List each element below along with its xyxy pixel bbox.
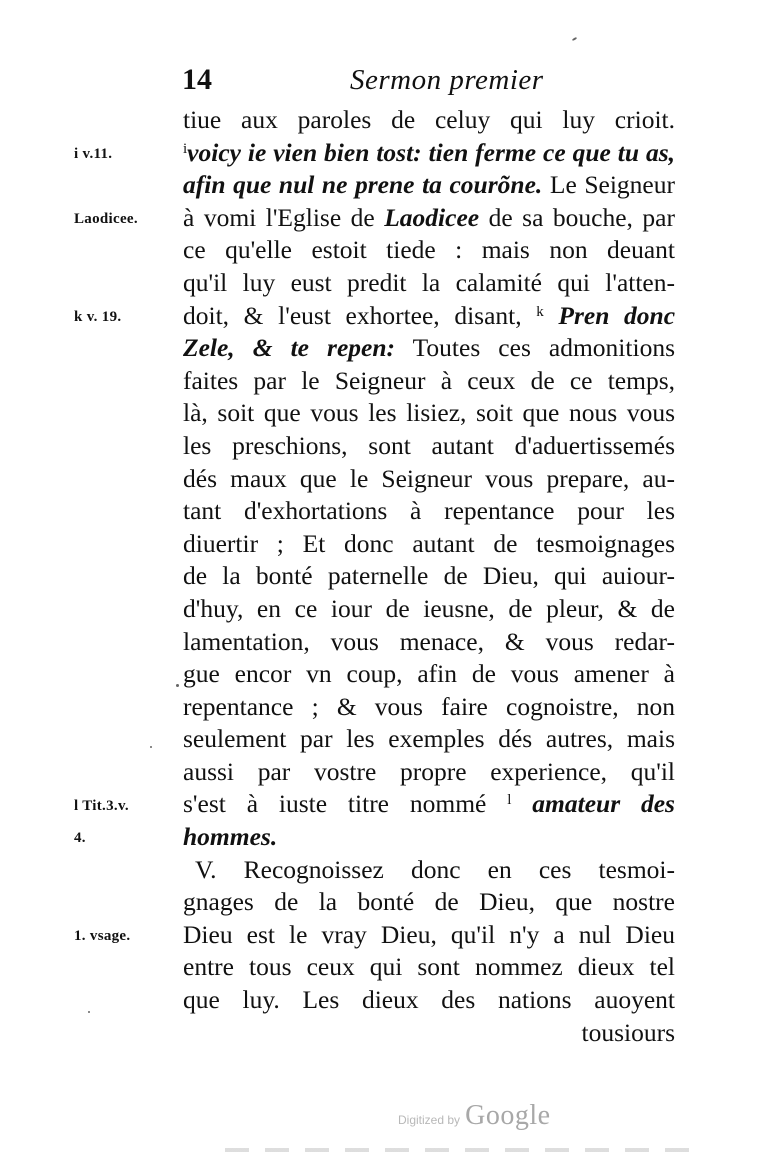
text-run: de la bonté paternelle de Dieu, qui auiour- <box>183 561 675 591</box>
watermark-prefix: Digitized by <box>398 1113 461 1127</box>
text-run: seulement par les exemples dés autres, mais <box>183 724 675 754</box>
text-line <box>183 300 675 333</box>
text-run: dés maux que le Seigneur vous prepare, au- <box>183 463 675 493</box>
margin-note: k v. 19. <box>74 308 122 325</box>
running-head: Sermon premier <box>350 64 544 96</box>
google-digitized-watermark <box>398 1098 551 1134</box>
italic-text: hommes. <box>183 822 278 852</box>
italic-text: voicy ie vien bien tost: tien ferme ce que tu as, <box>187 137 675 167</box>
text-run: qu'il luy eust predit la calamité qui l'atten- <box>183 267 675 297</box>
text-line <box>183 495 675 528</box>
text-line <box>183 463 675 496</box>
margin-note: 4. <box>74 830 86 847</box>
page-header <box>180 60 680 100</box>
text-line <box>183 691 675 724</box>
text-line <box>183 267 675 300</box>
text-run: de sa bouche, par <box>479 202 675 232</box>
text-run: tousiours <box>581 1017 675 1047</box>
text-line <box>183 104 675 137</box>
text-line <box>183 626 675 659</box>
text-line <box>183 886 675 919</box>
text-line <box>183 528 675 561</box>
text-run: Dieu est le vray Dieu, qu'il n'y a nul Dieu <box>183 919 675 949</box>
italic-text: afin que nul ne prene ta courõne. <box>183 170 543 200</box>
text-run: aussi par vostre propre experience, qu'il <box>183 756 675 786</box>
text-run: gnages de la bonté de Dieu, que nostre <box>183 887 675 917</box>
margin-note: Laodicee. <box>74 210 138 227</box>
text-run: entre tous ceux qui sont nommez dieux tel <box>183 952 675 982</box>
sermon-text-block <box>183 104 675 1049</box>
text-run: que luy. Les dieux des nations auoyent <box>183 985 675 1015</box>
text-line <box>183 919 675 952</box>
text-line <box>183 756 675 789</box>
italic-text: Laodicee <box>384 202 480 232</box>
margin-note: i v.11. <box>74 145 113 162</box>
margin-note: 1. vsage. <box>74 928 131 944</box>
text-line <box>183 169 675 202</box>
text-run: là, soit que vous les lisiez, soit que nous vous <box>183 398 675 428</box>
text-line <box>183 658 675 691</box>
text-run: d'huy, en ce iour de ieusne, de pleur, & de <box>183 593 675 623</box>
page-speck <box>176 684 179 687</box>
text-run: tant d'exhortations à repentance pour les <box>183 496 675 526</box>
italic-text: Zele, & te repen: <box>183 333 396 363</box>
text-run: tiue aux paroles de celuy qui luy crioit. <box>183 105 675 134</box>
text-line <box>183 430 675 463</box>
text-line <box>183 951 675 984</box>
text-line <box>183 397 675 430</box>
google-logo: Google <box>465 1100 551 1131</box>
scan-edge <box>225 1148 695 1152</box>
margin-note: l Tit.3.v. <box>74 797 129 814</box>
text-run: lamentation, vous menace, & vous redar- <box>183 626 675 656</box>
text-line <box>183 1017 675 1050</box>
text-line <box>183 854 675 887</box>
page-speck <box>150 746 152 748</box>
text-line <box>183 234 675 267</box>
text-run: les preschions, sont autant d'aduertissemés <box>183 430 675 460</box>
text-run: diuertir ; Et donc autant de tesmoignages <box>183 528 675 558</box>
text-run: repentance ; & vous faire cognoistre, non <box>183 691 675 721</box>
text-run: ce qu'elle estoit tiede : mais non deuant <box>183 235 675 265</box>
text-run: à vomi l'Eglise de <box>183 202 385 232</box>
text-line <box>183 723 675 756</box>
text-line <box>183 984 675 1017</box>
page-number: 14 <box>182 63 212 96</box>
text-line <box>183 560 675 593</box>
text-line <box>183 137 675 170</box>
text-run: doit, & l'eust exhortee, disant, <box>183 300 537 330</box>
text-run: s'est à iuste titre nommé <box>183 789 508 819</box>
page-speck <box>88 1011 90 1013</box>
text-run: V. Recognoissez donc en ces tesmoi- <box>195 854 675 884</box>
text-line <box>183 593 675 626</box>
text-run: gue encor vn coup, afin de vous amener à <box>183 659 675 689</box>
text-run: Le Seigneur <box>542 170 675 200</box>
note-marker: i <box>183 140 188 157</box>
note-marker: k <box>536 303 544 320</box>
text-line <box>183 202 675 235</box>
text-run: Toutes ces admonitions <box>395 333 675 363</box>
text-line <box>183 332 675 365</box>
text-line <box>183 788 675 821</box>
note-marker: l <box>507 792 512 809</box>
text-line <box>183 821 675 854</box>
italic-text: amateur des <box>511 789 675 819</box>
italic-text: Pren donc <box>543 300 676 330</box>
text-line <box>183 365 675 398</box>
page-speck <box>572 37 577 41</box>
text-run: faites par le Seigneur à ceux de ce temps, <box>183 365 675 395</box>
